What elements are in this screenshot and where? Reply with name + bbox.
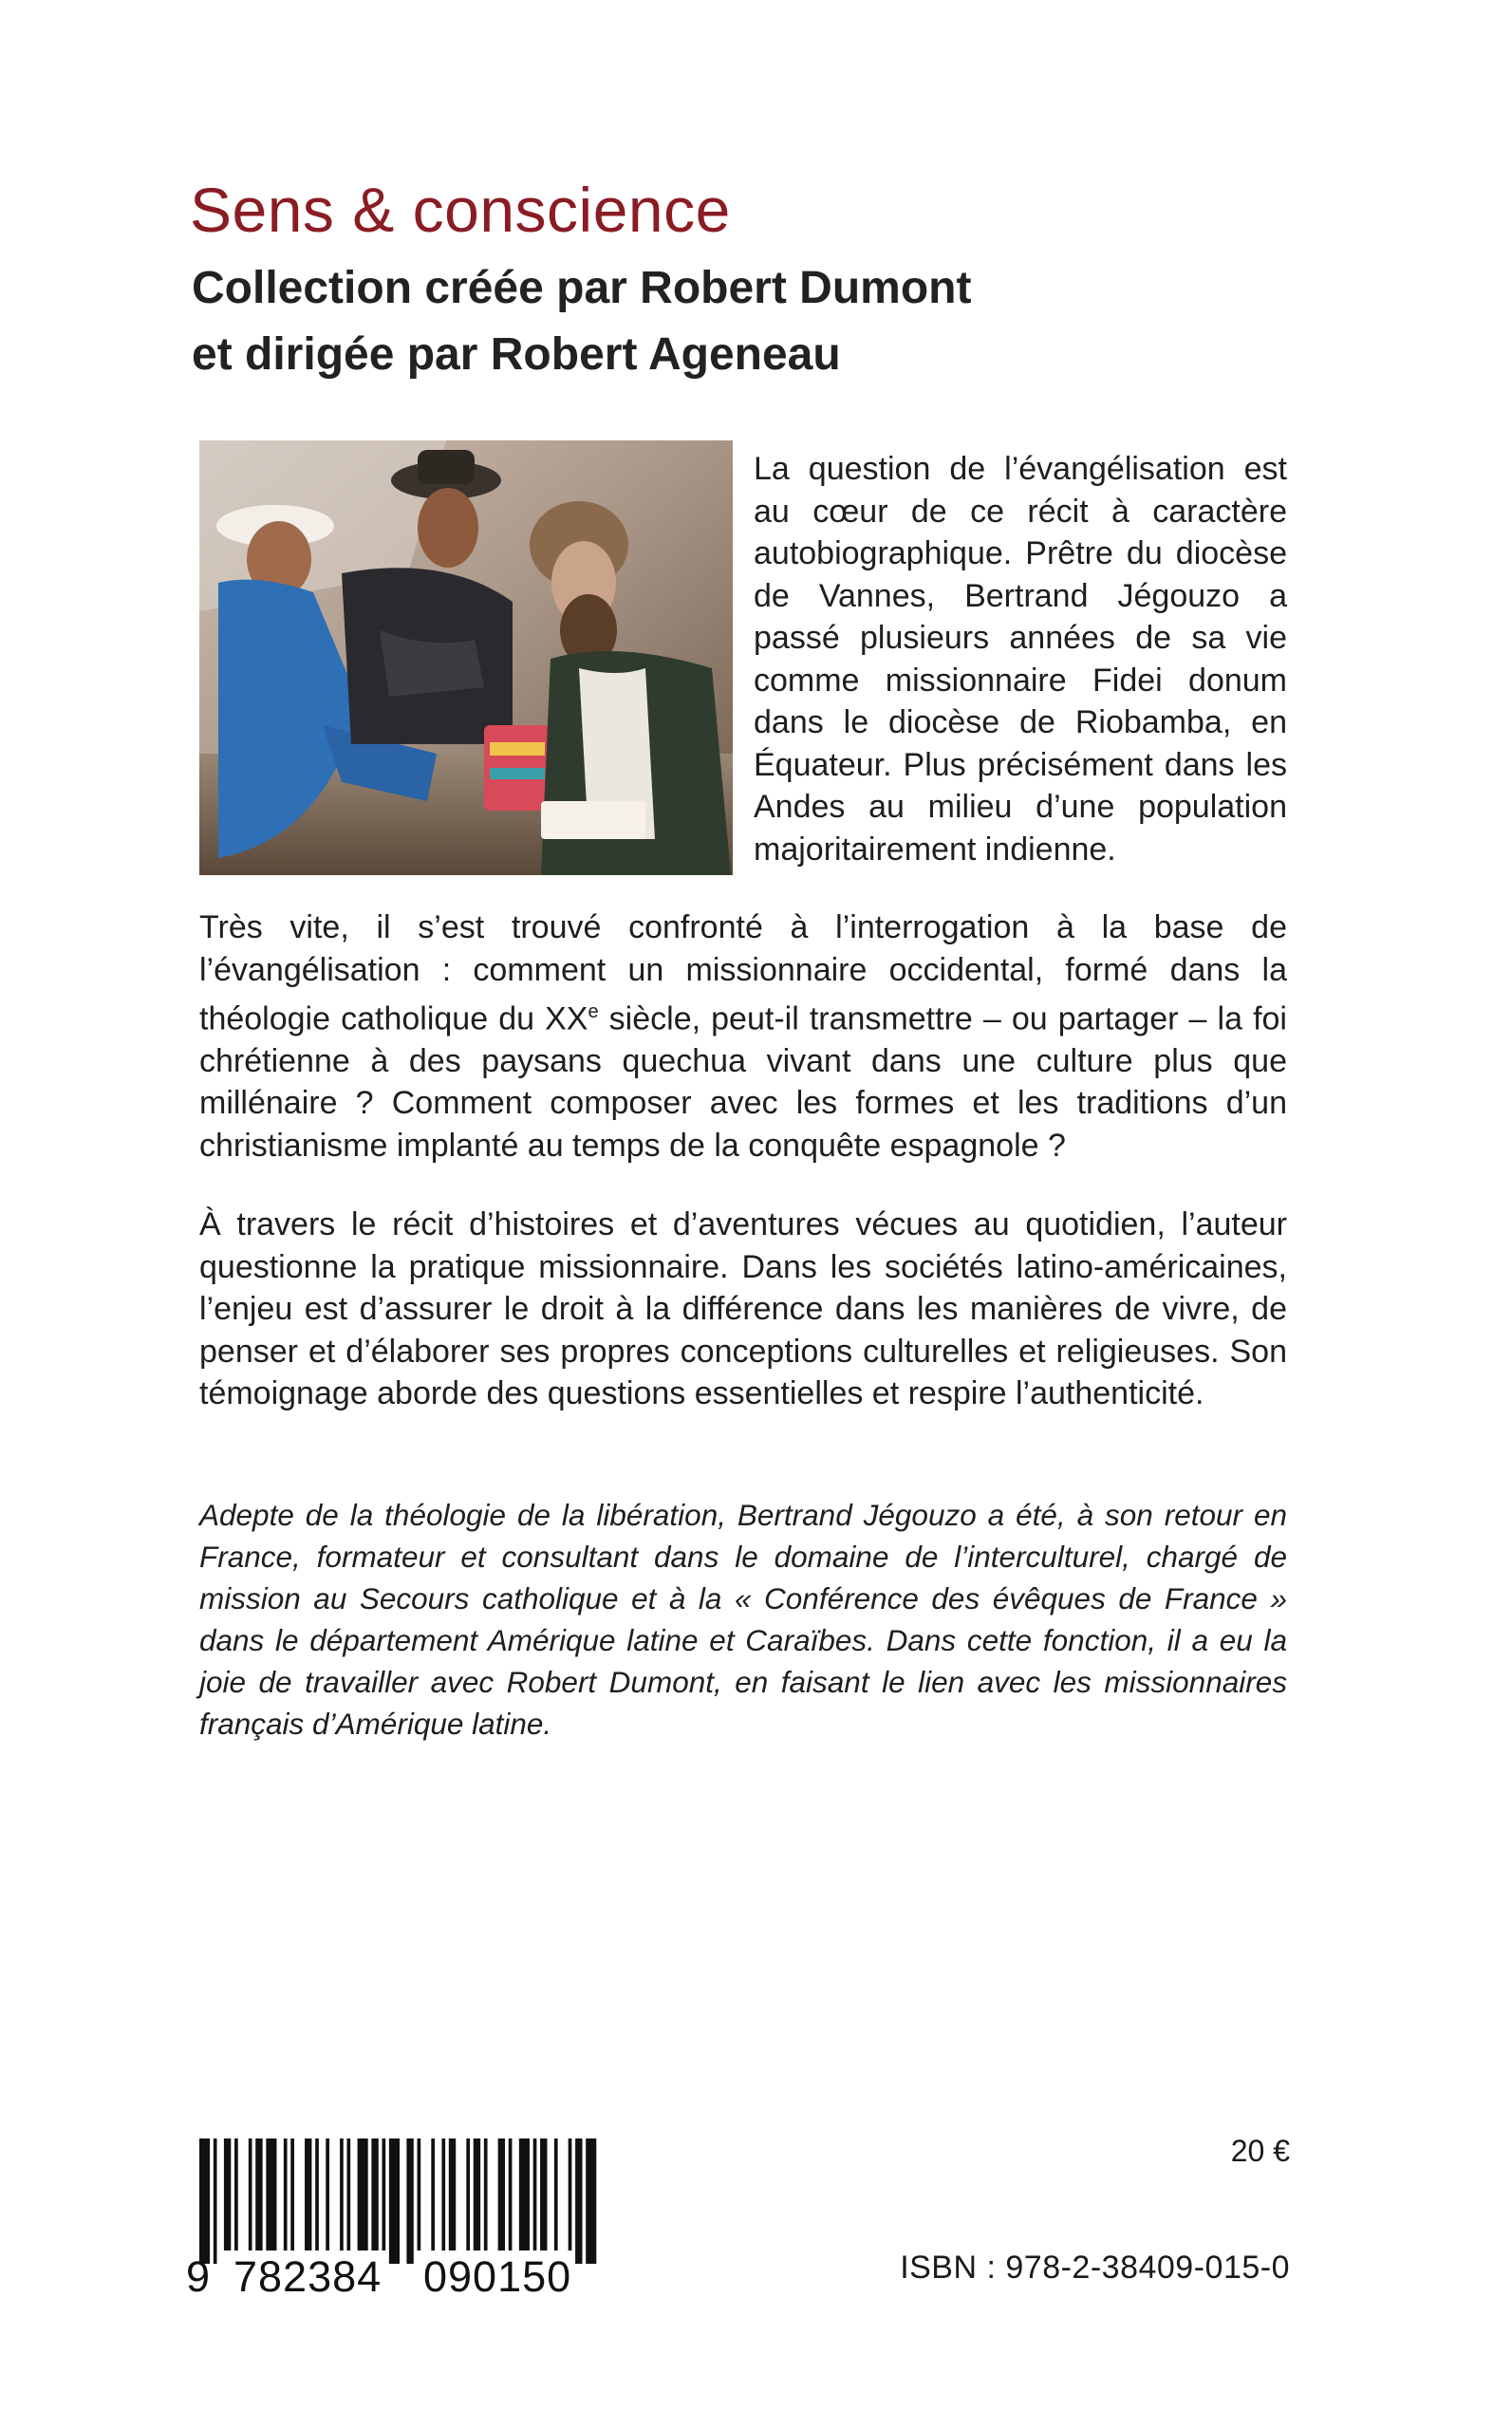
barcode-bar — [224, 2138, 231, 2250]
barcode-bar — [340, 2138, 344, 2250]
barcode-bar — [431, 2138, 435, 2250]
barcode-bar — [249, 2138, 252, 2250]
barcode-bar — [255, 2138, 262, 2250]
cover-photo — [199, 440, 733, 875]
barcode-bar — [540, 2138, 547, 2250]
barcode-bars-icon — [199, 2138, 600, 2264]
collection-director-line: et dirigée par Robert Ageneau — [192, 329, 841, 380]
barcode-bar — [569, 2138, 572, 2250]
barcode-right-digits: 090150 — [423, 2252, 572, 2301]
barcode-bar — [519, 2138, 530, 2250]
barcode-bar — [498, 2138, 505, 2250]
barcode-bar — [358, 2138, 368, 2250]
price: 20 € — [1230, 2134, 1290, 2168]
barcode-bar — [484, 2138, 488, 2250]
barcode-bar — [290, 2138, 294, 2250]
barcode-bar — [554, 2138, 558, 2250]
intro-paragraph: La question de l’évangélisation est au cœur de ce récit à caractère autobiographique. Prêtre du diocèse de Vannes, Bertrand Jégouzo a passé plusieurs années de sa vie comme missionnaire Fidei donum dans le diocèse de Riobamba, en Équateur. Plus précisément dans les Andes au milieu d’une population majoritairement indienne. — [754, 451, 1287, 868]
barcode-first-digit: 9 — [186, 2252, 212, 2301]
barcode-bar — [575, 2138, 582, 2264]
isbn: ISBN : 978-2-38409-015-0 — [900, 2250, 1290, 2286]
barcode-bar — [199, 2138, 210, 2264]
century-superscript: e — [588, 1001, 599, 1022]
barcode-bar — [441, 2138, 445, 2250]
summary-paragraph: À travers le récit d’histoires et d’aventures vécues au quotidien, l’auteur questionne la pratique missionnaire. Dans les sociétés latino-américaines, l’enjeu est d’assurer le droit à la différence dans les manières de vivre, de penser et d’élaborer ses propres conceptions culturelles et religieuses. Son témoignage aborde des questions essentielles et respire l’authenticité. — [199, 1206, 1287, 1411]
barcode-bar — [418, 2138, 421, 2250]
barcode-bar — [533, 2138, 537, 2250]
barcode-bar — [214, 2138, 217, 2264]
context-text-end: siècle, peut-il transmettre – ou partager – la foi chrétienne à des paysans quechua vivant dans une culture plus que millénaire ? Comment composer avec les formes et les traditions d’un christianisme implanté au temps de la conquête espagnole ? — [199, 1000, 1287, 1164]
barcode-left-digits: 782384 — [233, 2252, 383, 2301]
barcode — [186, 2138, 604, 2300]
barcode-bar — [586, 2138, 596, 2264]
barcode-bar — [406, 2138, 413, 2264]
barcode-bar — [449, 2138, 456, 2250]
barcode-bar — [234, 2138, 238, 2250]
barcode-bar — [474, 2138, 480, 2250]
context-text-start: Très vite, il s’est trouvé confronté à l’interrogation à la base de l’évangélisation : comment un missionnaire occidental, formé dans la théologie catholique du XX — [199, 909, 1287, 1037]
barcode-bar — [382, 2138, 385, 2250]
collection-founder-line: Collection créée par Robert Dumont — [192, 263, 972, 313]
photo-icon — [199, 440, 733, 875]
barcode-bar — [284, 2138, 288, 2250]
barcode-bar — [326, 2138, 329, 2250]
collection-name: Sens & conscience — [190, 175, 731, 245]
context-paragraph — [199, 906, 1287, 1167]
barcode-bar — [389, 2138, 400, 2264]
barcode-bar — [371, 2138, 378, 2250]
barcode-bar — [266, 2138, 276, 2250]
barcode-bar — [346, 2138, 350, 2250]
barcode-bar — [466, 2138, 470, 2250]
barcode-bar — [509, 2138, 513, 2250]
barcode-bar — [305, 2138, 311, 2250]
author-bio: Adepte de la théologie de la libération, Bertrand Jégouzo a été, à son retour en France, formateur et consultant dans le domaine de l’interculturel, chargé de mission au Secours catholique et à la « Conférence des évêques de France » dans le département Amérique latine et Caraïbes. Dans cette fonction, il a eu la joie de travailler avec Robert Dumont, en faisant le lien avec les missionnaires français d’Amérique latine. — [199, 1498, 1287, 1741]
barcode-bar — [315, 2138, 319, 2250]
